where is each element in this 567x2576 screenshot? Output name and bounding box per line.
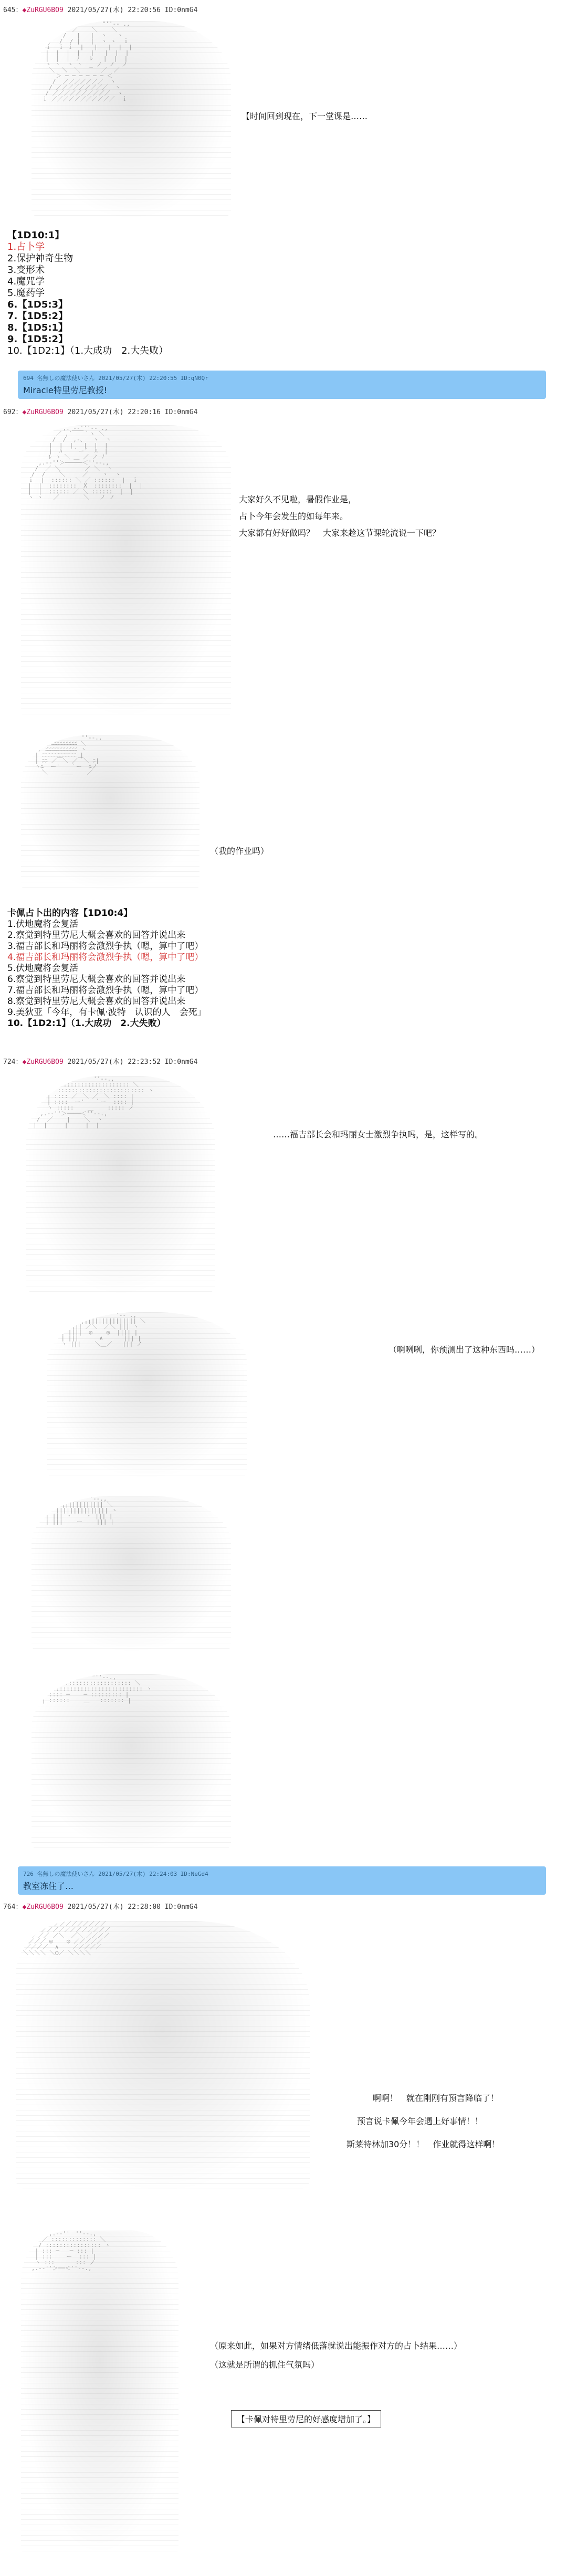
ascii-art-classroom: ,.-‐''"￣￣"''‐-., ／ ::::::::::::::::::::: ＼ / :::::::::::::::::::::::::: ヽ | :::: ─ ─ ::::::::: | | :::::: ＿ ::::::: | [32,1674,231,1853]
post-header: 692：◆ZuRGU6BO9 2021/05/27(木) 22:20:16 ID:0nmG4 [3,408,198,416]
fortune-list [7,908,206,1029]
list-item: 6.察觉到特里劳尼大概会喜欢的回答并说出来 [7,974,186,985]
post-number[interactable]: 764 [3,1903,16,1911]
list-item: 8.察觉到特里劳尼大概会喜欢的回答并说出来 [7,996,186,1007]
reply-bubble[interactable] [18,371,546,399]
ascii-art-teacher-portrait: ,. -‐''"￣￣"''‐- ., ／ ／ ＼ ＼ / / | | ヽ ヽ / / / | | ヽ ヽ ｉ ｉ ｉ ｉ | | | | | | | | | | | | | | | | ﾉ ﾚ | | | ヽ ヽ ヽ ヽ _ ノ ノ ノ ＼ ＼ ＼ ／ ／ ＞ ─ ─ ─ ─ ─ ─ ＜ / ／／／／／／／ ヽ / ／／／／／／／／／ ヽ / ／／／／／／／／／／ ヽ ｉ ／／／／／／／／／／／ ｉ [32,21,231,220]
list-header: 卡佩占卜出的内容【1D10:4】 [7,908,133,919]
ascii-art-trelawney-closeup: ,. -‐''"￣"''‐- ., ／ ||||||||||||||||| ＼ / ||| ／＼ ／＼ ||| ヽ | |||| ◎ ◎ |||| | | ||| ∧ ||| | ヽ ||| ＼＿／ ||| ノ [47,1312,247,1480]
list-item: 4.福吉部长和玛丽将会激烈争执（嗯，算中了吧） [7,952,204,963]
list-item: 7.【1D5:2】 [7,311,68,322]
list-item: 4.魔咒学 [7,276,45,287]
post-date: 2021/05/27(木) 22:20:16 ID:0nmG4 [67,408,198,416]
list-item: 10.【1D2:1】（1.大成功 2.大失败） [7,345,169,356]
list-item: 9.美狄亚「今年，有卡佩·波特 认识的人 会死」 [7,1007,206,1018]
ascii-art-student: ,.-‐''￣￣''‐-., ／ ﾆﾆﾆﾆﾆﾆﾆﾆﾆ ＼ / ﾆﾆﾆﾆﾆﾆﾆﾆﾆﾆﾆ ヽ | ﾆﾆﾆﾆﾆﾆﾆﾆﾆﾆﾆﾆ | | ﾆﾆ ／￣＼ ／￣＼ ﾆ| ヽﾆ ー' ｀ー ﾆノ ＼ ＿＿ ／ [21,735,200,892]
inner-thought: （我的作业吗） [210,846,269,856]
list-item: 1.占卜学 [7,241,45,252]
list-item: 1.伏地魔将会复活 [7,919,79,930]
narration-caption: 【时间回到现在，下一堂课是…… [242,111,368,121]
list-item: 【1D10:1】 [7,230,65,241]
inner-thought: （原来如此，如果对方情绪低落就说出能振作对方的占卜结果……） [210,2341,463,2351]
post-header: 724：◆ZuRGU6BO9 2021/05/27(木) 22:23:52 ID:0nmG4 [3,1058,198,1066]
list-item: 5.魔药学 [7,288,45,299]
post-author[interactable]: ◆ZuRGU6BO9 [22,6,64,14]
post-number[interactable]: 724 [3,1058,16,1066]
post-author[interactable]: ◆ZuRGU6BO9 [22,408,64,416]
list-item: 10.【1D2:1】（1.大成功 2.大失败） [7,1018,166,1029]
list-item: 2.保护神奇生物 [7,253,74,264]
ascii-art-capella-thinking: ,.-‐''￣''‐-., ／ ::::::::::::: ＼ / :::::::::::::::: ヽ | ::: ─ ─ ::: | | ::: ー ::: | ヽ ::: ::: ノ ,.-‐''＞──＜''‐-., [21,2231,178,2556]
reply-text: Miracle特里劳尼教授! [23,385,108,395]
ascii-art-trelawney-excited: ／／／／／／／／／／／／ ／／／／／／／／／／／／／／ ／／／／ ／＼ ／＼ ／／／／ ／／／／ ◎ ◎ ／／／／／ ／／／／／ ∧ ／／／／／ ＼＼＼＼ ＼○／ ＼＼＼＼ [16,1921,310,2194]
dialogue-line: 预言说卡佩今年会遇上好事情！！ [357,2116,484,2126]
ascii-art-student-reaction: ,.-‐''￣''‐-., ／ |||||||||||| ＼ / ||||||||||||||| ヽ | ||| ・ ・ ||| | | ||| ー ||| | [32,1496,231,1653]
inner-thought: （啊咧咧，你预测出了这种东西吗……） [388,1345,540,1355]
ascii-art-trelawney: ,. -‐'''‐- ., ／ ,´￣￣｀ヽ ＼ / / ,-、 ヽ ヽ | | | | | | | ﾊ ｀ー´ ﾊ | ﾚ ヽ ＼ ＿ ／ ノ ﾉ ,.-‐''＞─────＜''‐-., / ／ ＼ ／ ＼ ヽ / / ＼ ／ ヽ ヽ ｉ | :::::: ＼ ／ :::::: | ｉ | | :::::::: X :::::::: | | | | :::::: ／ ＼ :::::: | | ヽ ヽ ／ ＼ ノ ノ [21,425,231,719]
reply-meta: 726 名無しの魔法使いさん 2021/05/27(木) 22:24:03 ID:NeGd4 [23,1871,208,1877]
post-author[interactable]: ◆ZuRGU6BO9 [22,1903,64,1911]
reply-bubble[interactable] [18,1866,546,1895]
list-item: 9.【1D5:2】 [7,334,68,345]
dice-list [7,230,168,357]
dialogue-line: ……福吉部长会和玛丽女士激烈争执吗，是，这样写的。 [273,1129,484,1139]
reply-meta: 694 名無しの魔法使いさん 2021/05/27(木) 22:20:55 ID:qN0Qr [23,375,208,382]
post-author[interactable]: ◆ZuRGU6BO9 [22,1058,64,1066]
list-item: 5.伏地魔将会复活 [7,963,79,974]
post-date: 2021/05/27(木) 22:23:52 ID:0nmG4 [67,1058,198,1066]
list-item: 6.【1D5:3】 [7,299,68,310]
dialogue-line: 啊啊！ 就在刚刚有预言降临了！ [373,2093,499,2103]
ascii-art-capella: ,.-‐''￣￣''‐-., ／ ::::::::::::::::::: ＼ / ::::::::::::::::::::::::: ヽ | :::: ／￣＼ ／￣＼ :::: | | :::: ー' ｀ー :::: | ヽ ::::: ＿ ::::: ノ ,.-‐''＞────＜''‐-., / ／ | ＼ ヽ | | | | | [26,1076,215,1296]
list-item: 3.福吉部长和玛丽将会激烈争执（嗯，算中了吧） [7,941,204,952]
dialogue-line: 大家都有好好做吗？ 大家来趁这节课轮流说一下吧？ [239,528,441,538]
dialogue-line: 占卜今年会发生的如每年来。 [239,511,349,521]
post-number[interactable]: 645 [3,6,16,14]
list-item: 2.察觉到特里劳尼大概会喜欢的回答并说出来 [7,930,186,941]
post-header: 764：◆ZuRGU6BO9 2021/05/27(木) 22:28:00 ID:0nmG4 [3,1903,198,1911]
post-date: 2021/05/27(木) 22:20:56 ID:0nmG4 [67,6,198,14]
inner-thought: （这就是所谓的抓住气氛吗） [210,2360,320,2370]
post-number[interactable]: 692 [3,408,16,416]
list-item: 7.福吉部长和玛丽将会激烈争执（嗯，算中了吧） [7,985,204,996]
dialogue-line: 大家好久不见啦，暑假作业是， [239,494,357,504]
reply-text: 教室冻住了… [23,1881,74,1891]
post-header: 645：◆ZuRGU6BO9 2021/05/27(木) 22:20:56 ID:0nmG4 [3,6,198,14]
post-date: 2021/05/27(木) 22:28:00 ID:0nmG4 [67,1903,198,1911]
affection-notice: 【卡佩对特里劳尼的好感度增加了。】 [231,2410,381,2427]
list-item: 3.变形术 [7,265,45,276]
list-item: 8.【1D5:1】 [7,322,68,333]
dialogue-line: 斯莱特林加30分！！ 作业就得这样啊！ [346,2139,500,2149]
